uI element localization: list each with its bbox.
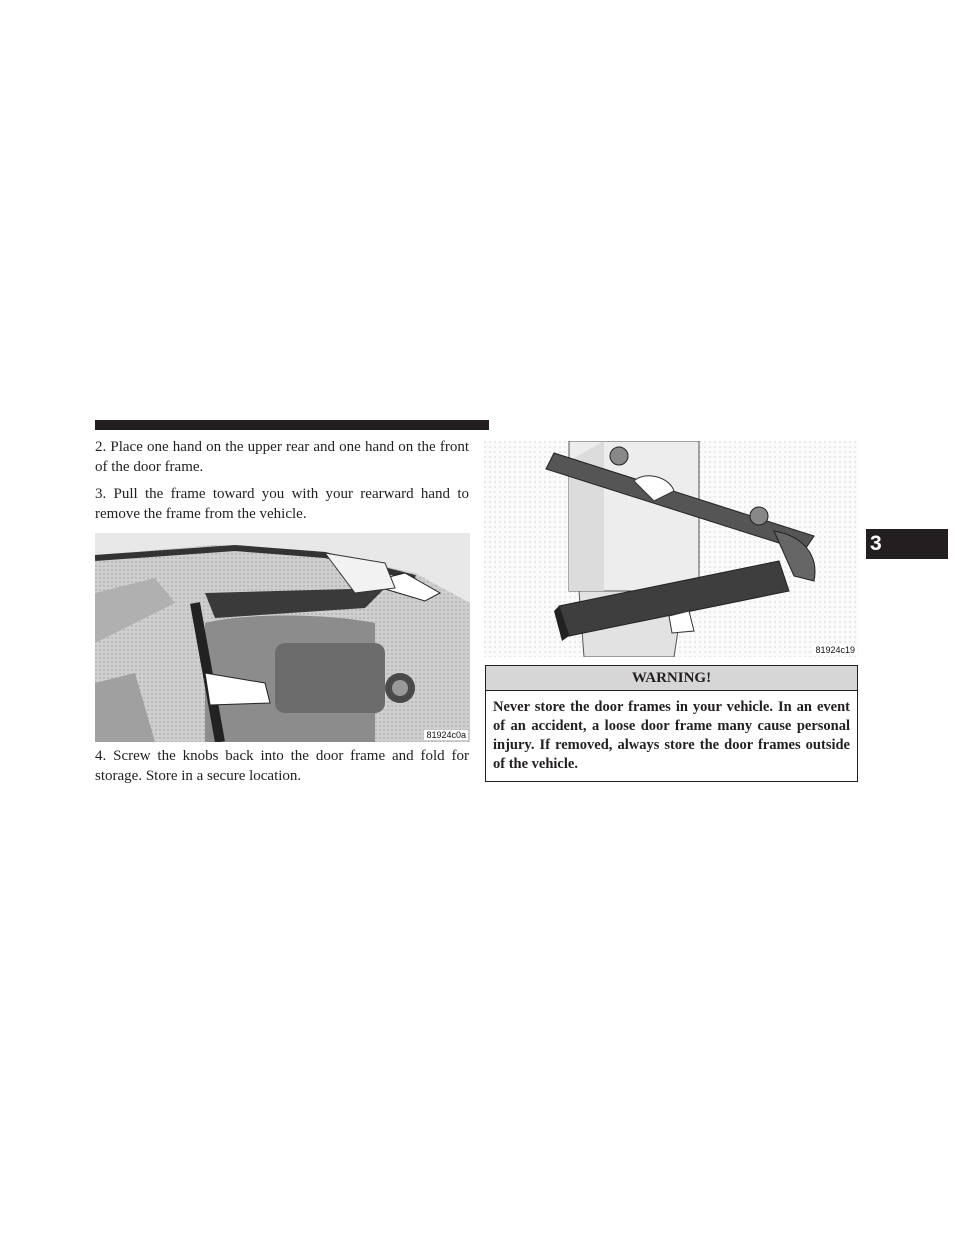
warning-title: WARNING! bbox=[486, 666, 857, 691]
section-rule bbox=[95, 420, 489, 430]
right-figure-code: 81924c19 bbox=[815, 645, 855, 655]
step-4-text: 4. Screw the knobs back into the door frame and fold for storage. Store in a secure location. bbox=[95, 748, 469, 784]
warning-box bbox=[485, 665, 858, 782]
step-2-text: 2. Place one hand on the upper rear and one hand on the front of the door frame. bbox=[95, 439, 469, 475]
chapter-tab: 3 bbox=[866, 529, 948, 559]
left-figure-code: 81924c0a bbox=[426, 730, 466, 740]
warning-body: Never store the door frames in your vehicle. In an event of an accident, a loose door frame many cause personal injury. If removed, always store the door frames outside of the vehicle. bbox=[493, 699, 850, 772]
step-3-text: 3. Pull the frame toward you with your rearward hand to remove the frame from the vehicle. bbox=[95, 486, 469, 522]
frame-removal-illustration bbox=[95, 533, 470, 742]
folded-frame-illustration bbox=[484, 441, 859, 657]
